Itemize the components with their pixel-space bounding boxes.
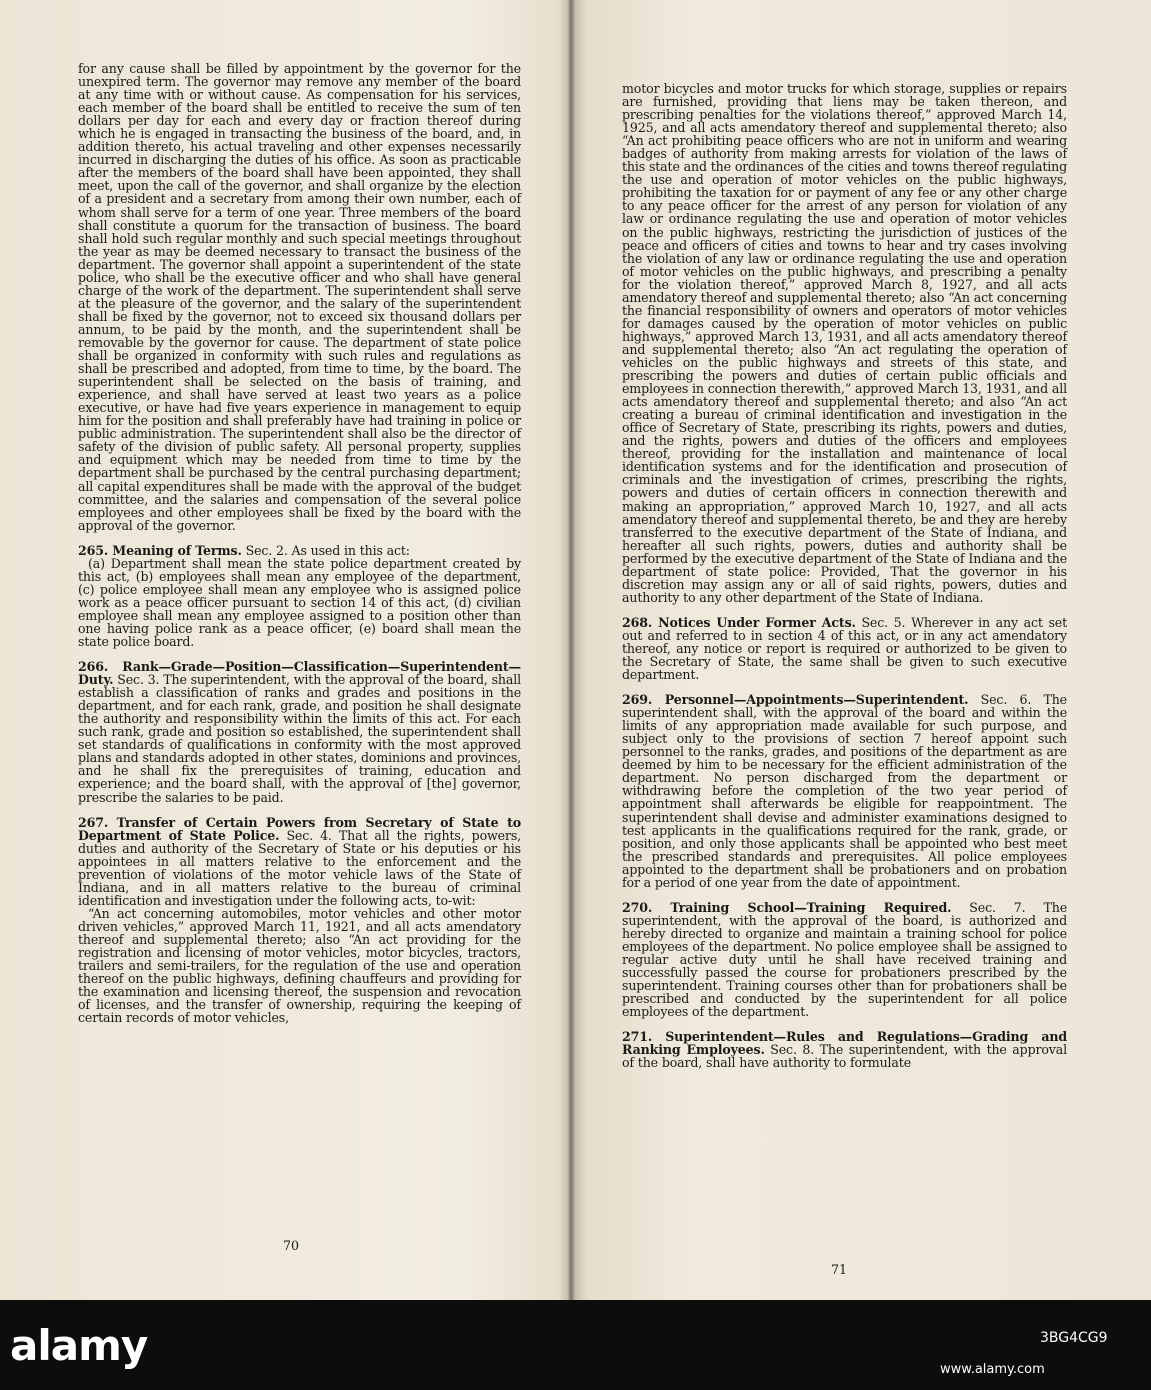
section-265-lead: Sec. 2. As used in this act: <box>241 542 410 558</box>
page-number-right: 71 <box>831 1262 848 1277</box>
section-265-heading: 265. Meaning of Terms. <box>78 542 242 558</box>
section-267-heading: 267. Transfer of Certain Powers from Secretary of State to Department of State Police. <box>78 814 521 843</box>
left-page-text <box>78 62 521 1024</box>
section-271-heading: 271. Superintendent—Rules and Regulations—Grading and Ranking Employees. <box>622 1029 1067 1058</box>
section-267 <box>78 816 521 907</box>
section-266-heading: 266. Rank—Grade—Position—Classification—Superintendent—Duty. <box>78 659 521 688</box>
alamy-logo: alamy <box>10 1321 148 1370</box>
section-269-body: Sec. 6. The superintendent shall, with the approval of the board and within the limits of any appropriation made available for such purpose, and subject only to the provisions of section 7 hereof appoint such personnel to the ranks, grades, and positions of the department as are deemed by him to be necessary for the efficient administration of the department. No person discharged from the department or withdrawing before the completion of the two year period of appointment shall afterwards be eligible for reappointment. The superintendent shall devise and administer examinations designed to test applicants in the qualifications required for the rank, grade, or position, and only those applicants shall be appointed who best meet the prescribed standards and prerequisites. All police employees appointed to the department shall be probationers and on probation for a period of one year from the date of appointment. <box>622 692 1067 890</box>
section-270-body: Sec. 7. The superintendent, with the approval of the board, is authorized and hereby directed to organize and maintain a training school for police employees of the department. No police employee shall be assigned to regular active duty until he shall have received training and successfully passed the course for probationers prescribed by the superintendent. Training courses other than for probationers shall be prescribed and conducted by the superintendent for all police employees of the department. <box>622 899 1067 1020</box>
section-265-body: (a) Department shall mean the state police department created by this act, (b) employees shall mean any employee of the department, (c) police employee shall mean any employee who is assigned police work as a peace officer pursuant to section 14 of this act, (d) civilian employee shall mean any employee assigned to a position other than one having police rank as a peace officer, (e) board shall mean the state police board. <box>78 555 521 650</box>
right-page <box>572 0 1151 1300</box>
section-266-body: Sec. 3. The superintendent, with the approval of the board, shall establish a classification of ranks and grades and positions in the department, and for each rank, grade, and position he shall designate the authority and responsibility within the limits of this act. For each such rank, grade and position so established, the superintendent shall set standards of qualifications in conformity with the most approved plans and standards adopted in other states, dominions and provinces, and he shall fix the prerequisites of training, education and experience; and the board shall, with the approval of [the] governor, prescribe the salaries to be paid. <box>78 672 521 805</box>
image-id: 3BG4CG9 <box>1040 1330 1108 1346</box>
section-267-body: Sec. 4. That all the rights, powers, duties and authority of the Secretary of State or his deputies or his appointees in all matters relative to the enforcement and the prevention of violations of the motor vehicle laws of the State of Indiana, and in all matters relative to the bureau of criminal identification and investigation under the following acts, to-wit: <box>78 827 521 908</box>
section-268 <box>622 616 1067 681</box>
section-265 <box>78 544 521 557</box>
section-268-heading: 268. Notices Under Former Acts. <box>622 614 856 630</box>
watermark-url: www.alamy.com <box>940 1362 1045 1377</box>
left-page <box>0 0 570 1300</box>
section-268-body: Sec. 5. Wherever in any act set out and referred to in section 4 of this act, or in any act amendatory thereof, any notice or report is required or authorized to be given to the Secretary of State, the same shall be given to such executive department. <box>622 614 1067 683</box>
section-267-quote: “An act concerning automobiles, motor vehicles and other motor driven vehicles,” approved March 11, 1921, and all acts amendatory thereof and supplemental thereto; also “An act providing for the registration and licensing of motor vehicles, motor bicycles, tractors, trailers and semi-trailers, for the regulation of the use and operation thereof on the public highways, defining chauffeurs and providing for the examination and licensing thereof, the suspension and revocation of licenses, and the transfer of ownership, requiring the keeping of certain records of motor vehicles, <box>78 905 521 1026</box>
section-271 <box>622 1030 1067 1069</box>
right-page-text <box>622 82 1067 1069</box>
section-264-continuation: for any cause shall be filled by appointment by the governor for the unexpired term. The governor may remove any member of the board at any time with or without cause. As compensation for his services, each member of the board shall be entitled to receive the sum of ten dollars per day for each and every day or fraction thereof during which he is engaged in transacting the business of the board, and, in addition thereto, his actual traveling and other expenses necessarily incurred in discharging the duties of his office. As soon as practicable after the members of the board shall have been appointed, they shall meet, upon the call of the governor, and shall organize by the election of a president and a secretary from among their own number, each of whom shall serve for a term of one year. Three members of the board shall constitute a quorum for the transaction of business. The board shall hold such regular monthly and such special meetings throughout the year as may be deemed necessary to transact the business of the department. The governor shall appoint a superintendent of the state police, who shall be the executive officer and who shall have general charge of the work of the department. The superintendent shall serve at the pleasure of the governor, and the salary of the superintendent shall be fixed by the governor, not to exceed six thousand dollars per annum, to be paid by the month, and the superintendent shall be removable by the governor for cause. The department of state police shall be organized in conformity with such rules and regulations as shall be prescribed and adopted, from time to time, by the board. The superintendent shall be selected on the basis of training, and experience, and shall have served at least two years as a police executive, or have had five years experience in management to equip him for the position and shall preferably have had training in police or public administration. The superintendent shall also be the director of safety of the division of public safety. All personal property, supplies and equipment which may be needed from time to time by the department shall be purchased by the central purchasing department; all capital expenditures shall be made with the approval of the budget committee, and the salaries and compensation of the several police employees and other employees shall be fixed by the board with the approval of the governor. <box>78 61 521 533</box>
section-267-continuation: motor bicycles and motor trucks for which storage, supplies or repairs are furnished, providing that liens may be taken thereon, and prescribing penalties for the violations thereof,” approved March 14, 1925, and all acts amendatory thereof and supplemental thereto; also “An act prohibiting peace officers who are not in uniform and wearing badges of authority from making arrests for violation of the laws of this state and the ordinances of the cities and towns thereof regulating the use and operation of motor vehicles on the public highways, prohibiting the taxation for or payment of any fee or any other charge to any peace officer for the arrest of any person for violation of any law or ordinance regulating the use and operation of motor vehicles on the public highways, restricting the jurisdiction of justices of the peace and officers of cities and towns to hear and try cases involving the violation of any law or ordinance regulating the use and operation of motor vehicles on the public highways, and prescribing a penalty for the violation thereof,” approved March 8, 1927, and all acts amendatory thereof and supplemental thereto; also “An act concerning the financial responsibility of owners and operators of motor vehicles for damages caused by the operation of motor vehicles on public highways,” approved March 13, 1931, and all acts amendatory thereof and supplemental thereto; also “An act regulating the operation of vehicles on the public highways and streets of this state, and prescribing the powers and duties of certain public officials and employees in connection therewith,” approved March 13, 1931, and all acts amendatory thereof and supplemental thereto; and also “An act creating a bureau of criminal identification and investigation in the office of Secretary of State, prescribing its rights, powers and duties, and the rights, powers and duties of the officers and employees thereof, providing for the installation and maintenance of local identification systems and for the identification and prosecution of criminals and the investigation of crimes, prescribing the rights, powers and duties of certain officers in connection therewith and making an appropriation,” approved March 10, 1927, and all acts amendatory thereof and supplemental thereto, be and they are hereby transferred to the executive department of the State of Indiana, and hereafter all such rights, powers, duties and authority shall be performed by the executive department of the State of Indiana and the department of state police: Provided, That the governor in his discretion may assign any or all of said rights, powers, duties and authority to any other department of the State of Indiana. <box>622 81 1067 605</box>
section-270-heading: 270. Training School—Training Required. <box>622 899 952 915</box>
section-270 <box>622 901 1067 1018</box>
section-269-heading: 269. Personnel—Appointments—Superintendent. <box>622 692 969 708</box>
section-271-body: Sec. 8. The superintendent, with the approval of the board, shall have authority to formulate <box>622 1042 1067 1071</box>
page-number-left: 70 <box>283 1238 300 1253</box>
section-266 <box>78 660 521 804</box>
section-269 <box>622 693 1067 889</box>
